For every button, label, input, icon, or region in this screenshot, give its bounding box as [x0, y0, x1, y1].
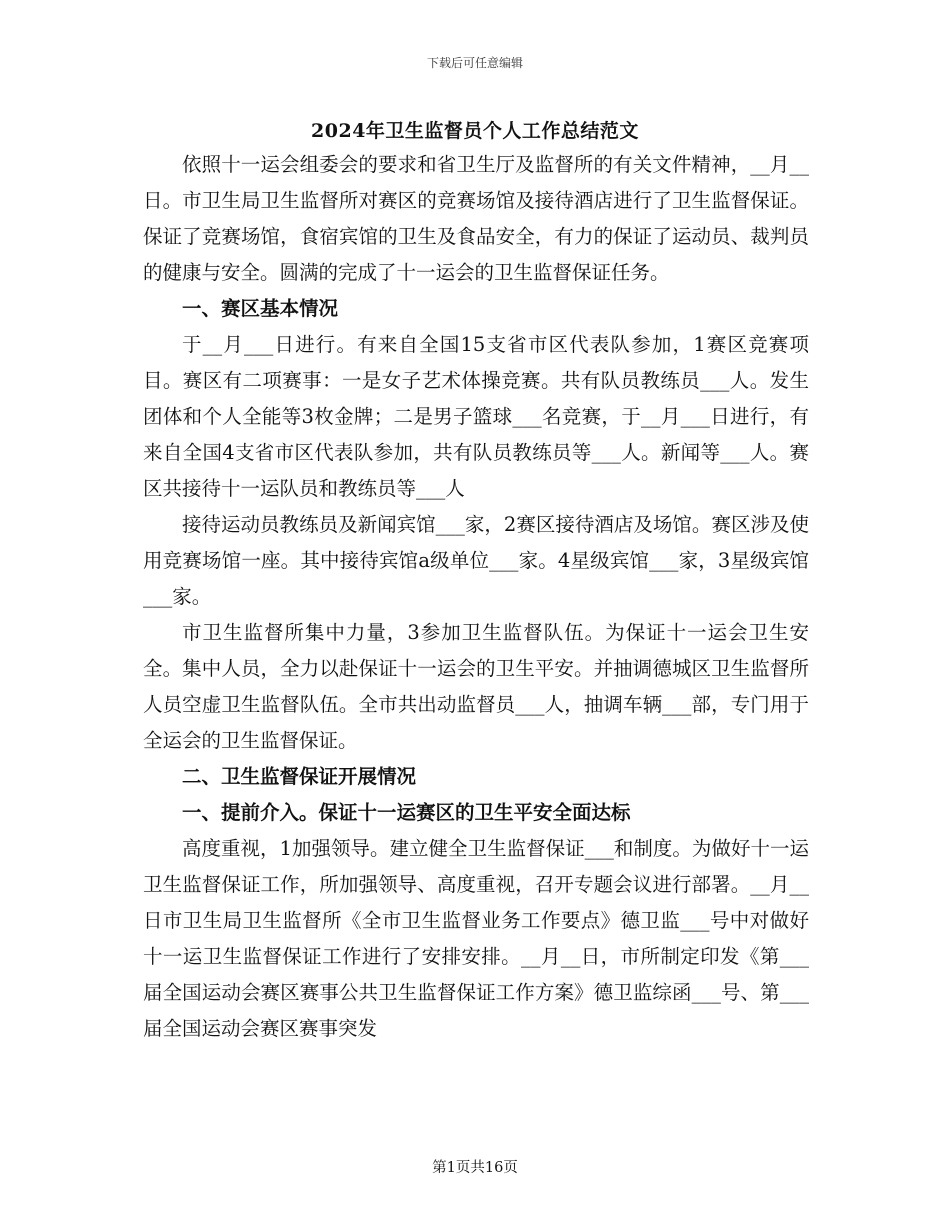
paragraph: 于__月___日进行。有来自全国15支省市区代表队参加，1赛区竞赛项目。赛区有二项赛事：一是女子艺术体操竞赛。共有队员教练员___人。发生团体和个人全能等3枚金牌；二是男子篮球___名竞赛，于__月___日进行，有来自全国4支省市区代表队参加，共有队员教练员等___人。新闻等___人。赛区共接待十一运队员和教练员等___人 [143, 333, 809, 500]
paragraph: 接待运动员教练员及新闻宾馆___家，2赛区接待酒店及场馆。赛区涉及使用竞赛场馆一座。其中接待宾馆a级单位___家。4星级宾馆___家，3星级宾馆___家。 [143, 513, 809, 608]
document-title: 2024年卫生监督员个人工作总结范文 [311, 120, 639, 142]
header-note: 下载后可任意编辑 [426, 56, 523, 70]
section-heading: 二、卫生监督保证开展情况 [182, 765, 417, 788]
subsection-heading: 一、提前介入。保证十一运赛区的卫生平安全面达标 [182, 801, 631, 824]
document-body [143, 147, 809, 1047]
paragraph: 依照十一运会组委会的要求和省卫生厅及监督所的有关文件精神，__月__日。市卫生局卫生监督所对赛区的竞赛场馆及接待酒店进行了卫生监督保证。保证了竞赛场馆，食宿宾馆的卫生及食品安全，有力的保证了运动员、裁判员的健康与安全。圆满的完成了十一运会的卫生监督保证任务。 [143, 153, 809, 284]
section-heading: 一、赛区基本情况 [182, 297, 339, 320]
paragraph: 市卫生监督所集中力量，3参加卫生监督队伍。为保证十一运会卫生安全。集中人员，全力以赴保证十一运会的卫生平安。并抽调德城区卫生监督所人员空虚卫生监督队伍。全市共出动监督员___人，抽调车辆___部，专门用于全运会的卫生监督保证。 [143, 621, 809, 752]
page-number: 第1页共16页 [432, 1160, 518, 1176]
paragraph: 高度重视，1加强领导。建立健全卫生监督保证___和制度。为做好十一运卫生监督保证工作，所加强领导、高度重视，召开专题会议进行部署。__月__日市卫生局卫生监督所《全市卫生监督业务工作要点》德卫监___号中对做好十一运卫生监督保证工作进行了安排安排。__月__日，市所制定印发《第___届全国运动会赛区赛事公共卫生监督保证工作方案》德卫监综函___号、第___届全国运动会赛区赛事突发 [143, 837, 809, 1040]
